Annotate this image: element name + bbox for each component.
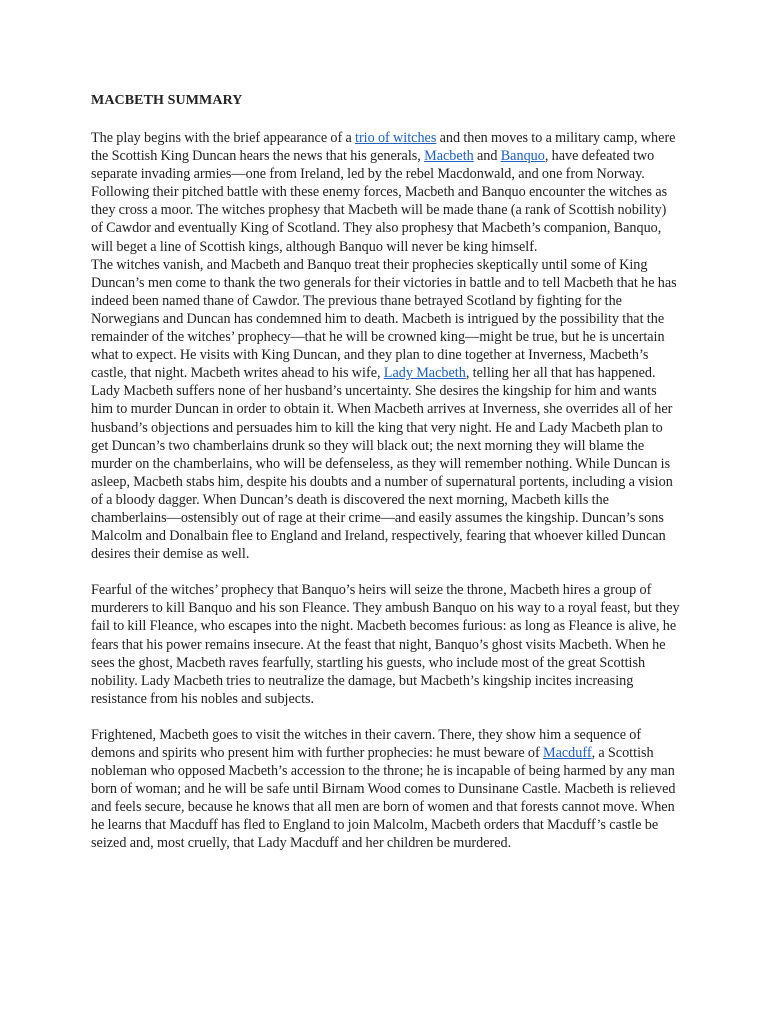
paragraph-2-text-b: , telling her all that has happened. [465,365,656,382]
link-macbeth[interactable]: Macbeth [424,148,474,165]
paragraph-2-text-a: The witches vanish, and Macbeth and Banquo treat their prophecies skeptically until some of King Duncan’s men come to thank the two generals for their victories in battle and to tell Macbeth that he has indeed been named thane of Cawdor. The previous thane betrayed Scotland by fighting for the Norwegians and Duncan has condemned him to death. Macbeth is intrigued by the possibility that the remainder of the witches’ prophecy—that he will be crowned king—might be true, but he is uncertain what to expect. He visits with King Duncan, and they plan to dine together at Inverness, Macbeth’s castle, that night. Macbeth writes ahead to his wife, [91,256,677,382]
paragraph-3: Lady Macbeth suffers none of her husband’s uncertainty. She desires the kingship for him and wants him to murder Duncan in order to obtain it. When Macbeth arrives at Inverness, she overrides all of her husband’s objections and persuades him to kill the king that very night. He and Lady Macbeth plan to get Duncan’s two chamberlains drunk so they will black out; the next morning they will blame the murder on the chamberlains, who will be defenseless, as they will remember nothing. While Duncan is asleep, Macbeth stabs him, despite his doubts and a number of supernatural portents, including a vision of a bloody dagger. When Duncan’s death is discovered the next morning, Macbeth kills the chamberlains—ostensibly out of rage at their crime—and easily assumes the kingship. Duncan’s sons Malcolm and Donalbain flee to England and Ireland, respectively, fearing that whoever killed Duncan desires their demise as well. [91,383,673,563]
paragraph-1-text-a: The play begins with the brief appearance of a [91,130,355,146]
paragraph-5 [91,726,681,853]
paragraph-spacer [91,563,681,581]
paragraph-4: Fearful of the witches’ prophecy that Banquo’s heirs will seize the throne, Macbeth hires a group of murderers to kill Banquo and his son Fleance. They ambush Banquo on his way to a royal feast, but they fail to kill Fleance, who escapes into the night. Macbeth becomes furious: as long as Fleance is alive, he fears that his power remains insecure. At the feast that night, Banquo’s ghost visits Macbeth. When he sees the ghost, Macbeth raves fearfully, startling his guests, who include most of the great Scottish nobility. Lady Macbeth tries to neutralize the damage, but Macbeth’s kingship incites increasing resistance from his nobles and subjects. [91,582,680,707]
link-macduff[interactable]: Macduff [542,745,592,761]
paragraph-2 [91,256,681,383]
paragraph-1-text-d: , have defeated two separate invading armies—one from Ireland, led by the rebel Macdonwald, and one from Norway. Following their pitched battle with these enemy forces, Macbeth and Banquo encounter the witches as they cross a moor. The witches prophesy that Macbeth will be made thane (a rank of Scottish nobility) of Cawdor and eventually King of Scotland. They also prophesy that Macbeth’s companion, Banquo, will beget a line of Scottish kings, although Banquo will never be king himself. [91,148,668,255]
paragraph-1-text-b: and then moves to a military camp, where the Scottish King Duncan hears the news that his generals, [91,130,676,165]
paragraph-5-text-a: Frightened, Macbeth goes to visit the witches in their cavern. There, they show him a sequence of demons and spirits who present him with further prophecies: he must beware of [91,726,642,761]
paragraph-1 [91,129,681,256]
document-title: MACBETH SUMMARY [91,93,243,108]
paragraph-1-text-c: and [473,148,501,165]
paragraph-5-text-b: , a Scottish nobleman who opposed Macbeth’s accession to the throne; he is incapable of being harmed by any man born of woman; and he will be safe until Birnam Wood comes to Dunsinane Castle. Macbeth is relieved and feels secure, because he knows that all men are born of women and that forests cannot move. When he learns that Macduff has fled to England to join Malcolm, Macbeth orders that Macduff’s castle be seized and, most cruelly, that Lady Macduff and her children be murdered. [91,745,676,852]
link-banquo[interactable]: Banquo [500,148,545,165]
paragraph-spacer [91,708,681,726]
link-lady-macbeth[interactable]: Lady Macbeth [383,365,466,382]
link-trio-of-witches[interactable]: trio of witches [355,130,437,146]
document-page [91,92,681,853]
